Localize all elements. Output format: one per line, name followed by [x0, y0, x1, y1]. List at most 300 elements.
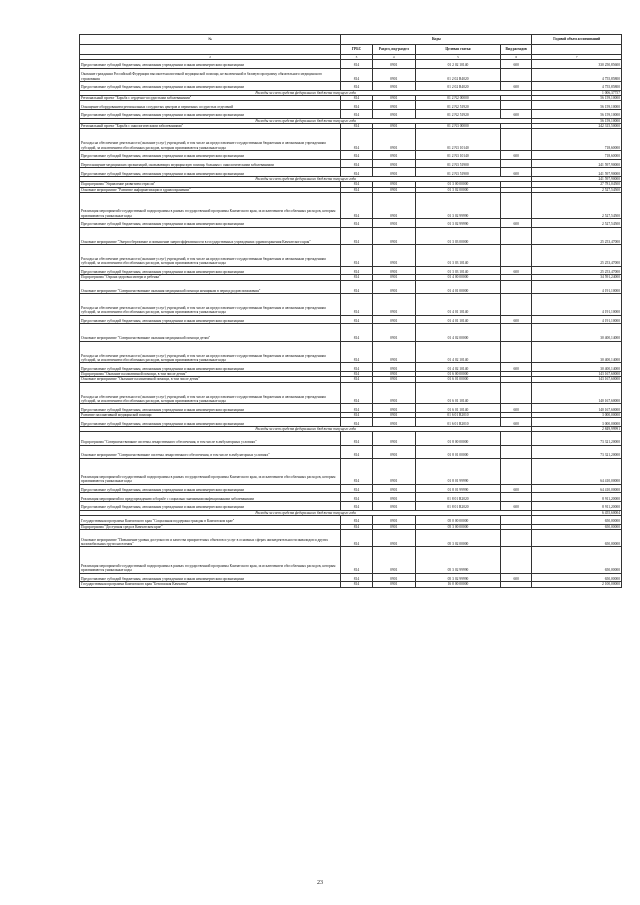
row-target: 01 6 01 10140 [415, 404, 500, 413]
row-sum: 650,00000 [532, 530, 622, 547]
row-exptype [501, 382, 532, 404]
table-row [80, 68, 622, 81]
row-exptype: 600 [501, 363, 532, 372]
row-exptype [501, 341, 532, 363]
row-section: 0901 [372, 573, 415, 582]
row-section: 0901 [372, 404, 415, 413]
row-note: Расходы за счет средств федерального бюджета текущего года [80, 176, 532, 181]
row-exptype: 600 [501, 484, 532, 493]
row-target: 01 4 02 10140 [415, 341, 500, 363]
row-target: 01 8 01 99990 [415, 484, 500, 493]
row-grbs: 814 [341, 582, 372, 587]
row-section: 0901 [372, 275, 415, 280]
row-section: 0901 [372, 192, 415, 218]
row-sum: 650,00000 [532, 573, 622, 582]
row-target: 01 2 N2 00000 [415, 95, 500, 100]
row-sum: 3 000,00000 [532, 413, 622, 418]
row-sum: 2 527,54500 [532, 218, 622, 227]
row-exptype: 600 [501, 502, 532, 511]
row-target: 01 6 01 R2010 [415, 413, 500, 418]
row-exptype [501, 547, 532, 573]
row-name: Основное мероприятие "Совершенствование оказания медицинской помощи женщинам в период родовспоможения" [80, 280, 341, 293]
row-sum: 718,60000 [532, 150, 622, 159]
row-name: Основное мероприятие "Совершенствование системы лекарственного обеспечения, в том числе в амбулаторных условиях" [80, 445, 341, 458]
row-exptype [501, 192, 532, 218]
row-grbs: 814 [341, 182, 372, 187]
row-exptype [501, 445, 532, 458]
row-name: Основное мероприятие "Повышение уровня доступности и качества приоритетных объектов и услуг в основных сферах жизнедеятельности инвалидов и других маломобильных групп населения" [80, 530, 341, 547]
row-target: 01 3 03 10140 [415, 245, 500, 267]
row-grbs: 814 [341, 101, 372, 110]
row-name: Реализация мероприятий государственной подпрограммы в рамках государственной программы Камчатского края, за исключением обособленных расходов, которым присваиваются уникальные коды [80, 547, 341, 573]
row-exptype [501, 432, 532, 445]
row-sum: 650,00000 [532, 516, 622, 525]
row-sum: 2 527,54500 [532, 187, 622, 192]
row-section: 0901 [372, 245, 415, 267]
header-amount-sub [532, 45, 622, 55]
row-section: 0901 [372, 524, 415, 529]
header-codes: Коды [341, 35, 532, 45]
row-exptype: 600 [501, 81, 532, 90]
row-name: Предоставление субсидий бюджетным, автономным учреждениям и иным некоммерческим организациям [80, 266, 341, 275]
row-name: Расходы на обеспечение деятельности (оказание услуг) учреждений, в том числе на предоставление государственным бюджетным и автономным учреждениям субсидий, за исключением обособленных расходов, которым присваиваются уникальные коды [80, 341, 341, 363]
row-name: Расходы на обеспечение деятельности (оказание услуг) учреждений, в том числе на предоставление государственным бюджетным и автономным учреждениям субсидий, за исключением обособленных расходов, которым присваиваются уникальные коды [80, 293, 341, 315]
row-grbs: 814 [341, 324, 372, 341]
table-row [80, 418, 622, 427]
row-target: 05 3 02 99990 [415, 573, 500, 582]
row-exptype [501, 458, 532, 484]
row-section: 0901 [372, 372, 415, 377]
table-row [80, 159, 622, 168]
row-target: 01 2 02 R4020 [415, 68, 500, 81]
budget-table [79, 34, 622, 588]
row-name: Предоставление субсидий бюджетным, автономным учреждениям и иным некоммерческим организациям [80, 81, 341, 90]
row-exptype [501, 159, 532, 168]
row-section: 0901 [372, 432, 415, 445]
row-exptype [501, 280, 532, 293]
row-target: 01 2 N2 51920 [415, 109, 500, 118]
row-sum: 30 400,14000 [532, 324, 622, 341]
row-sum: 56 159,10000 [532, 101, 622, 110]
row-section: 0901 [372, 413, 415, 418]
row-sum: 2 849,99991 [532, 427, 622, 432]
table-row [80, 502, 622, 511]
row-grbs: 814 [341, 341, 372, 363]
row-section: 0901 [372, 182, 415, 187]
colnum: 6 [501, 55, 532, 60]
row-exptype [501, 530, 532, 547]
row-target: 01 3 02 99990 [415, 218, 500, 227]
row-section: 0901 [372, 382, 415, 404]
row-target: 01 6 01 R2010 [415, 418, 500, 427]
row-target: 01 2 N2 51920 [415, 101, 500, 110]
row-grbs: 814 [341, 159, 372, 168]
row-exptype [501, 493, 532, 502]
row-target: 01 3 03 00000 [415, 227, 500, 244]
row-name: Реализация мероприятий государственной подпрограммы в рамках государственной программы Камчатского края, за исключением обособленных расходов, которым присваиваются уникальные коды [80, 192, 341, 218]
row-exptype: 600 [501, 315, 532, 324]
table-row [80, 101, 622, 110]
row-target: 01 4 00 00000 [415, 275, 500, 280]
row-note: Расходы за счет средств федерального бюджета текущего года [80, 510, 532, 515]
row-name: Переоснащение медицинских организаций, оказывающих медицинскую помощь больным с онкологическими заболеваниями [80, 159, 341, 168]
row-exptype [501, 68, 532, 81]
row-section: 0901 [372, 218, 415, 227]
table-row [80, 324, 622, 341]
row-target: 01 3 00 00000 [415, 182, 500, 187]
row-grbs: 814 [341, 68, 372, 81]
row-sum: 73 321,20000 [532, 432, 622, 445]
row-target: 01 3 03 10140 [415, 266, 500, 275]
row-exptype: 600 [501, 60, 532, 69]
table-row [80, 109, 622, 118]
row-target: 01 2 N3 51900 [415, 168, 500, 177]
row-section: 0901 [372, 324, 415, 341]
row-target: 01 3 02 00000 [415, 187, 500, 192]
table-row [80, 516, 622, 525]
row-target: 01 4 01 00000 [415, 280, 500, 293]
table-row [80, 293, 622, 315]
row-name: Подпрограмма "Доступная среда в Камчатском крае" [80, 524, 341, 529]
row-grbs: 814 [341, 458, 372, 484]
row-target: 01 2 02 R4020 [415, 81, 500, 90]
row-section: 0901 [372, 418, 415, 427]
row-grbs: 814 [341, 129, 372, 151]
row-grbs: 814 [341, 493, 372, 502]
colnum: 5 [415, 55, 500, 60]
row-grbs: 814 [341, 187, 372, 192]
header-exptype: Вид расходов [501, 45, 532, 55]
row-grbs: 814 [341, 418, 372, 427]
row-sum: 242 315,50000 [532, 123, 622, 128]
table-row [80, 315, 622, 324]
row-name: Основное мероприятие "Оказание паллиативной помощи, в том числе детям" [80, 377, 341, 382]
row-grbs: 814 [341, 363, 372, 372]
row-section: 0901 [372, 95, 415, 100]
row-grbs: 814 [341, 524, 372, 529]
row-section: 0901 [372, 377, 415, 382]
header-grbs: ГРБС [341, 45, 372, 55]
row-name: Подпрограмма "Оказание паллиативной помощи, в том числе детям" [80, 372, 341, 377]
row-exptype: 600 [501, 573, 532, 582]
row-sum: 241 597,90000 [532, 176, 622, 181]
row-section: 0901 [372, 187, 415, 192]
colnum: 2 [80, 55, 341, 60]
row-exptype: 600 [501, 109, 532, 118]
row-grbs: 814 [341, 315, 372, 324]
row-section: 0901 [372, 168, 415, 177]
row-name: Реализация мероприятий государственной подпрограммы в рамках государственной программы Камчатского края, за исключением обособленных расходов, которым присваиваются уникальные коды [80, 458, 341, 484]
row-sum: 4 191,10000 [532, 315, 622, 324]
table-row [80, 129, 622, 151]
row-name: Региональный проект "Борьба с сердечно-сосудистыми заболеваниями" [80, 95, 341, 100]
row-grbs: 814 [341, 192, 372, 218]
row-grbs: 814 [341, 516, 372, 525]
row-sum: 4 755,85800 [532, 68, 622, 81]
row-section: 0901 [372, 484, 415, 493]
table-row [80, 218, 622, 227]
table-row [80, 573, 622, 582]
row-sum: 56 159,10000 [532, 118, 622, 123]
row-grbs: 814 [341, 81, 372, 90]
row-sum: 73 321,20000 [532, 445, 622, 458]
row-name: Региональный проект "Борьба с онкологическими заболеваниями" [80, 123, 341, 128]
row-name: Развитие паллиативной медицинской помощи [80, 413, 341, 418]
row-grbs: 814 [341, 484, 372, 493]
row-exptype [501, 582, 532, 587]
row-target: 01 8 00 00000 [415, 432, 500, 445]
row-section: 0901 [372, 68, 415, 81]
row-grbs: 814 [341, 445, 372, 458]
row-name: Предоставление субсидий бюджетным, автономным учреждениям и иным некоммерческим организациям [80, 573, 341, 582]
row-section: 0901 [372, 293, 415, 315]
row-grbs: 814 [341, 372, 372, 377]
row-name: Государственная программа Камчатского края "Безопасная Камчатка" [80, 582, 341, 587]
row-target: 01 6 01 10140 [415, 382, 500, 404]
row-grbs: 814 [341, 168, 372, 177]
row-target: 05 3 02 00000 [415, 530, 500, 547]
row-name: Оснащение оборудованием региональных сосудистых центров и первичных сосудистых отделений [80, 101, 341, 110]
row-name: Предоставление субсидий бюджетным, автономным учреждениям и иным некоммерческим организациям [80, 363, 341, 372]
row-section: 0901 [372, 547, 415, 573]
row-sum: 4 191,10000 [532, 293, 622, 315]
table-row [80, 60, 622, 69]
row-sum: 27 781,04500 [532, 182, 622, 187]
row-grbs: 814 [341, 432, 372, 445]
row-sum: 64 410,00000 [532, 484, 622, 493]
row-section: 0901 [372, 227, 415, 244]
row-exptype: 600 [501, 150, 532, 159]
row-grbs: 814 [341, 245, 372, 267]
row-sum: 25 253,47000 [532, 266, 622, 275]
row-section: 0901 [372, 123, 415, 128]
table-row [80, 168, 622, 177]
row-name: Предоставление субсидий бюджетным, автономным учреждениям и иным некоммерческим организациям [80, 150, 341, 159]
row-grbs: 814 [341, 502, 372, 511]
row-exptype: 600 [501, 418, 532, 427]
row-sum: 30 400,14000 [532, 363, 622, 372]
table-row [80, 192, 622, 218]
row-target: 01 4 01 10140 [415, 293, 500, 315]
row-grbs: 814 [341, 547, 372, 573]
row-grbs: 814 [341, 382, 372, 404]
row-target: 01 8 01 R2020 [415, 502, 500, 511]
row-sum: 143 167,60000 [532, 372, 622, 377]
row-name: Предоставление субсидий бюджетным, автономным учреждениям и иным некоммерческим организациям [80, 109, 341, 118]
row-grbs: 814 [341, 227, 372, 244]
row-sum: 1 006,37757 [532, 90, 622, 95]
row-note: Расходы за счет средств федерального бюджета текущего года [80, 118, 532, 123]
table-row [80, 445, 622, 458]
row-section: 0901 [372, 280, 415, 293]
row-grbs: 814 [341, 280, 372, 293]
row-exptype [501, 101, 532, 110]
row-name: Предоставление субсидий бюджетным, автономным учреждениям и иным некоммерческим организациям [80, 404, 341, 413]
row-section: 0901 [372, 315, 415, 324]
row-section: 0901 [372, 582, 415, 587]
row-sum: 4 755,85800 [532, 81, 622, 90]
row-sum: 2 527,54500 [532, 192, 622, 218]
row-target: 01 2 N3 51900 [415, 159, 500, 168]
colnum: 7 [532, 55, 622, 60]
row-target: 01 2 N3 10140 [415, 129, 500, 151]
row-sum: 4 191,10000 [532, 280, 622, 293]
page-number: 23 [317, 880, 323, 886]
row-exptype [501, 129, 532, 151]
row-name: Предоставление субсидий бюджетным, автономным учреждениям и иным некоммерческим организациям [80, 168, 341, 177]
table-row [80, 404, 622, 413]
row-grbs: 814 [341, 377, 372, 382]
row-grbs: 814 [341, 413, 372, 418]
row-section: 0901 [372, 458, 415, 484]
row-sum: 8 911,20000 [532, 502, 622, 511]
row-grbs: 814 [341, 573, 372, 582]
row-section: 0901 [372, 445, 415, 458]
table-row [80, 280, 622, 293]
row-name: Основное мероприятие "Совершенствование оказания медицинской помощи детям" [80, 324, 341, 341]
row-sum: 650,00000 [532, 547, 622, 573]
row-grbs: 814 [341, 95, 372, 100]
row-sum: 650,00000 [532, 524, 622, 529]
row-grbs: 814 [341, 530, 372, 547]
row-sum: 241 597,90000 [532, 168, 622, 177]
row-exptype [501, 324, 532, 341]
row-sum: 3 000,00000 [532, 418, 622, 427]
row-exptype: 600 [501, 218, 532, 227]
row-name: Основное мероприятие "Развитие информатизации в здравоохранении" [80, 187, 341, 192]
row-target: 01 4 01 10140 [415, 315, 500, 324]
header-amount: Годовой объем ассигнований [532, 35, 622, 45]
table-row [80, 266, 622, 275]
row-sum: 34 591,24000 [532, 275, 622, 280]
row-section: 0901 [372, 502, 415, 511]
row-note: Расходы за счет средств федерального бюджета текущего года [80, 90, 532, 95]
row-sum: 25 253,47000 [532, 227, 622, 244]
row-name: Оказание гражданам Российской Федерации высокотехнологичной медицинской помощи, не включенной в базовую программу обязательного медицинского страхования [80, 68, 341, 81]
row-exptype [501, 227, 532, 244]
row-sum: 6 455,60004 [532, 510, 622, 515]
row-grbs: 814 [341, 293, 372, 315]
row-target: 01 4 02 00000 [415, 324, 500, 341]
row-name: Предоставление субсидий бюджетным, автономным учреждениям и иным некоммерческим организациям [80, 315, 341, 324]
table-row [80, 547, 622, 573]
colnum: 4 [372, 55, 415, 60]
row-section: 0901 [372, 81, 415, 90]
row-name: Расходы на обеспечение деятельности (оказание услуг) учреждений, в том числе на предоставление государственным бюджетным и автономным учреждениям субсидий, за исключением обособленных расходов, которым присваиваются уникальные коды [80, 382, 341, 404]
row-name: Государственная программа Камчатского края "Социальная поддержка граждан в Камчатском крае" [80, 516, 341, 525]
table-row [80, 530, 622, 547]
row-exptype: 600 [501, 168, 532, 177]
row-section: 0901 [372, 129, 415, 151]
row-sum: 2 100,00000 [532, 582, 622, 587]
row-name: Предоставление субсидий бюджетным, автономным учреждениям и иным некоммерческим организациям [80, 218, 341, 227]
row-exptype: 600 [501, 266, 532, 275]
row-section: 0901 [372, 159, 415, 168]
row-section: 0901 [372, 493, 415, 502]
row-target: 01 6 01 00000 [415, 377, 500, 382]
row-grbs: 814 [341, 123, 372, 128]
row-exptype: 600 [501, 404, 532, 413]
row-target: 01 3 02 99990 [415, 192, 500, 218]
row-name: Предоставление субсидий бюджетным, автономным учреждениям и иным некоммерческим организациям [80, 60, 341, 69]
row-grbs: 814 [341, 266, 372, 275]
row-grbs: 814 [341, 109, 372, 118]
row-target: 01 2 N3 00000 [415, 123, 500, 128]
row-target: 01 8 01 00000 [415, 445, 500, 458]
header-section: Раздел, под-раздел [372, 45, 415, 55]
row-name: Реализация мероприятий по предупреждению и борьбе с социально значимыми инфекционными заболеваниями [80, 493, 341, 502]
row-grbs: 814 [341, 150, 372, 159]
header-target: Целевая статья [415, 45, 500, 55]
row-target: 01 4 02 10140 [415, 363, 500, 372]
table-row [80, 582, 622, 587]
row-sum: 56 159,10000 [532, 95, 622, 100]
row-name: Подпрограмма "Совершенствование системы лекарственного обеспечения, в том числе в амбулаторных условиях" [80, 432, 341, 445]
row-section: 0901 [372, 341, 415, 363]
table-row [80, 458, 622, 484]
row-sum: 140 167,60000 [532, 404, 622, 413]
row-grbs: 814 [341, 60, 372, 69]
row-exptype [501, 245, 532, 267]
row-section: 0901 [372, 109, 415, 118]
row-sum: 56 159,10000 [532, 109, 622, 118]
row-grbs: 814 [341, 275, 372, 280]
table-body [80, 55, 622, 588]
row-target: 05 3 02 99990 [415, 547, 500, 573]
row-name: Подпрограмма "Охрана здоровья матери и ребенка" [80, 275, 341, 280]
row-section: 0901 [372, 530, 415, 547]
colnum: 3 [341, 55, 372, 60]
row-target: 01 6 00 00000 [415, 372, 500, 377]
row-name: Основное мероприятие "Энергосбережение и повышение энергоэффективности в государственных учреждениях здравоохранения Камчатского края" [80, 227, 341, 244]
row-sum: 30 400,14000 [532, 341, 622, 363]
header-num: № [80, 35, 341, 45]
row-target: 05 3 00 00000 [415, 524, 500, 529]
header-name [80, 45, 341, 55]
row-target: 05 0 00 00000 [415, 516, 500, 525]
row-target: 01 8 01 99990 [415, 458, 500, 484]
row-target: 01 2 N3 10140 [415, 150, 500, 159]
row-section: 0901 [372, 363, 415, 372]
row-section: 0901 [372, 101, 415, 110]
table-row [80, 382, 622, 404]
table-row [80, 363, 622, 372]
row-exptype [501, 516, 532, 525]
row-sum: 143 167,60000 [532, 377, 622, 382]
table-row [80, 484, 622, 493]
table-row [80, 81, 622, 90]
row-section: 0901 [372, 516, 415, 525]
row-exptype [501, 293, 532, 315]
table-row [80, 432, 622, 445]
table-row [80, 150, 622, 159]
row-target: 01 8 01 R2020 [415, 493, 500, 502]
row-sum: 8 911,20000 [532, 493, 622, 502]
row-sum: 140 167,60000 [532, 382, 622, 404]
row-sum: 718,60000 [532, 129, 622, 151]
table-row [80, 493, 622, 502]
row-grbs: 814 [341, 218, 372, 227]
row-section: 0901 [372, 60, 415, 69]
row-sum: 330 250,85600 [532, 60, 622, 69]
table-row [80, 341, 622, 363]
table-row [80, 245, 622, 267]
row-target: 16 0 00 00000 [415, 582, 500, 587]
row-name: Расходы на обеспечение деятельности (оказание услуг) учреждений, в том числе на предоставление государственным бюджетным и автономным учреждениям субсидий, за исключением обособленных расходов, которым присваиваются уникальные коды [80, 245, 341, 267]
row-name: Предоставление субсидий бюджетным, автономным учреждениям и иным некоммерческим организациям [80, 484, 341, 493]
row-sum: 241 597,90000 [532, 159, 622, 168]
row-section: 0901 [372, 266, 415, 275]
